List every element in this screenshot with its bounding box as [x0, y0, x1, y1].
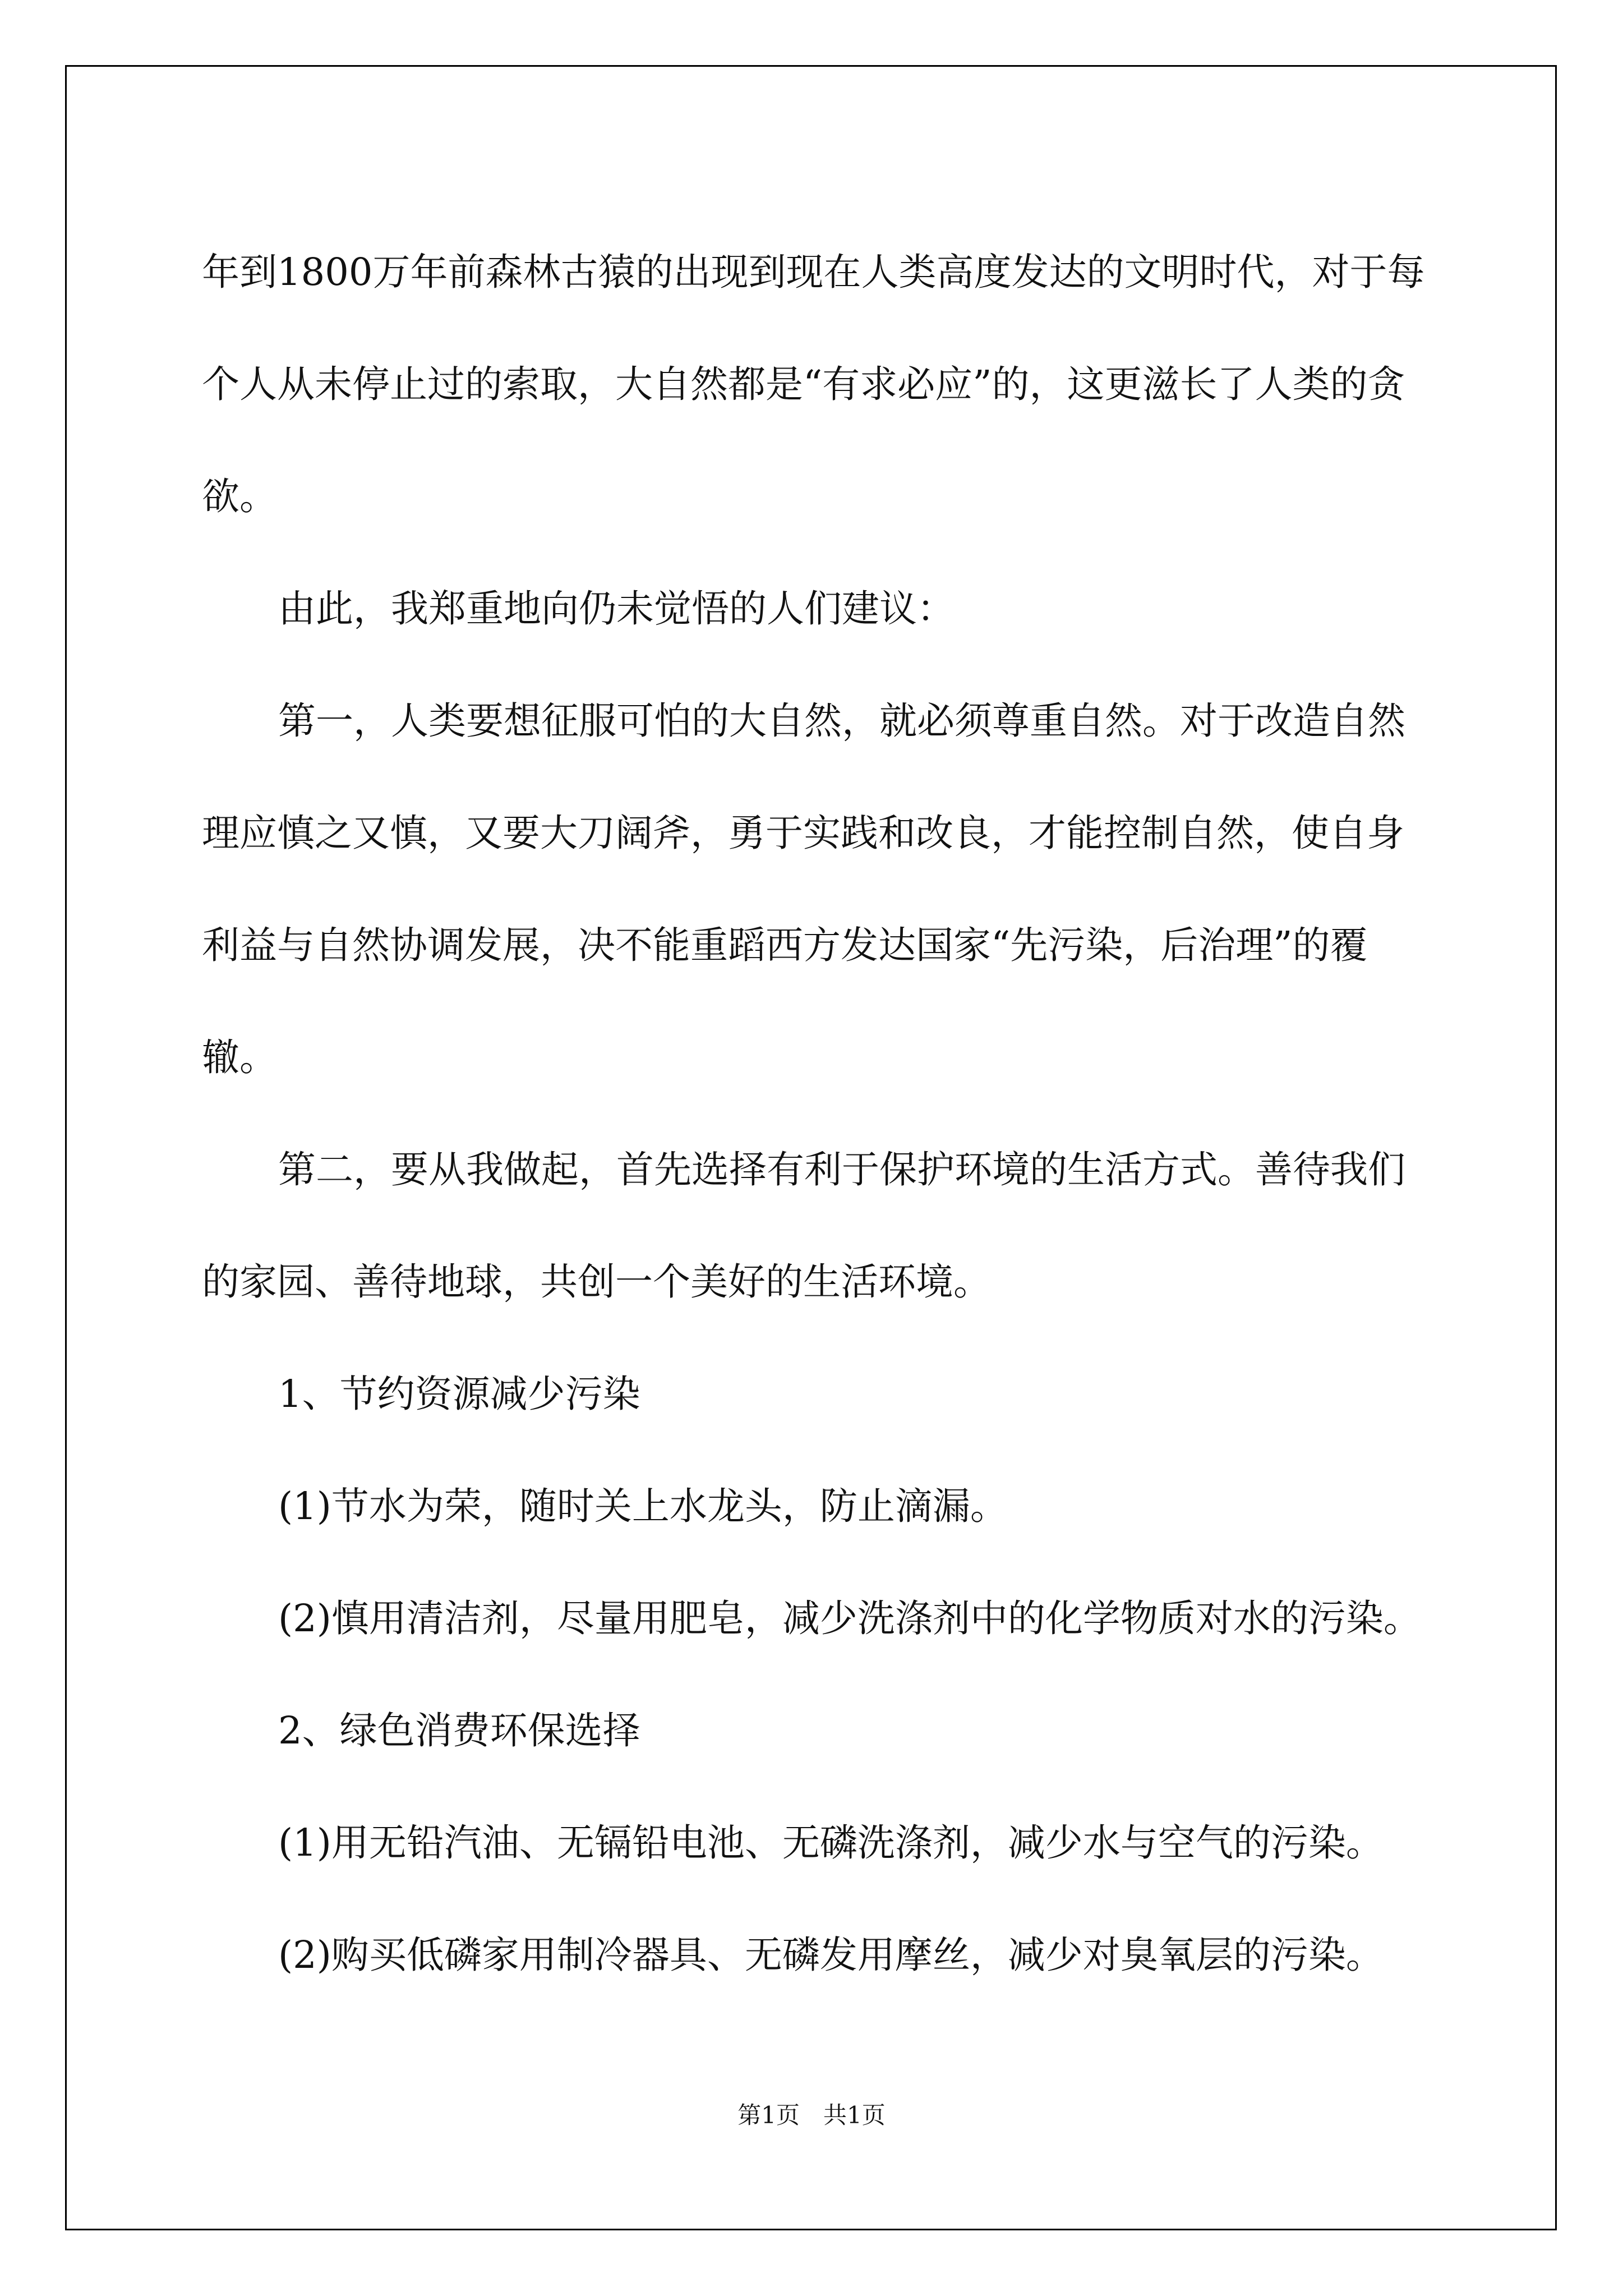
list-item-save-water: (1)节水为荣，随时关上水龙头，防止滴漏。 — [278, 1484, 1008, 1528]
heading-save-resources: 1、节约资源减少污染 — [278, 1372, 640, 1416]
list-item-cleaning-agents: (2)慎用清洁剂，尽量用肥皂，减少洗涤剂中的化学物质对水的污染。 — [278, 1596, 1421, 1640]
page-number-footer: 第1页 共1页 — [737, 2101, 886, 2129]
list-item-low-phosphorus: (2)购买低磷家用制冷器具、无磷发用摩丝，减少对臭氧层的污染。 — [278, 1933, 1384, 1977]
list-item-lead-free: (1)用无铅汽油、无镉铅电池、无磷洗涤剂，减少水与空气的污染。 — [278, 1821, 1384, 1865]
heading-green-consumption: 2、绿色消费环保选择 — [278, 1709, 640, 1752]
paragraph-first-point: 第一，人类要想征服可怕的大自然，就必须尊重自然。对于改造自然理应慎之又慎，又要大刀阔斧，勇于实践和改良，才能控制自然，使自身利益与自然协调发展，决不能重蹈西方发达国家“先污染，后治理”的覆辙。 — [202, 699, 1405, 1079]
paragraph-continuation: 年到1800万年前森林古猿的出现到现在人类高度发达的文明时代，对于每个人从未停止过的索取，大自然都是“有求必应”的，这更滋长了人类的贪欲。 — [202, 250, 1425, 518]
document-body — [202, 216, 1436, 2011]
paragraph-second-point: 第二，要从我做起，首先选择有利于保护环境的生活方式。善待我们的家园、善待地球，共创一个美好的生活环境。 — [202, 1148, 1405, 1304]
paragraph-proposal-intro: 由此，我郑重地向仍未觉悟的人们建议： — [278, 587, 955, 631]
